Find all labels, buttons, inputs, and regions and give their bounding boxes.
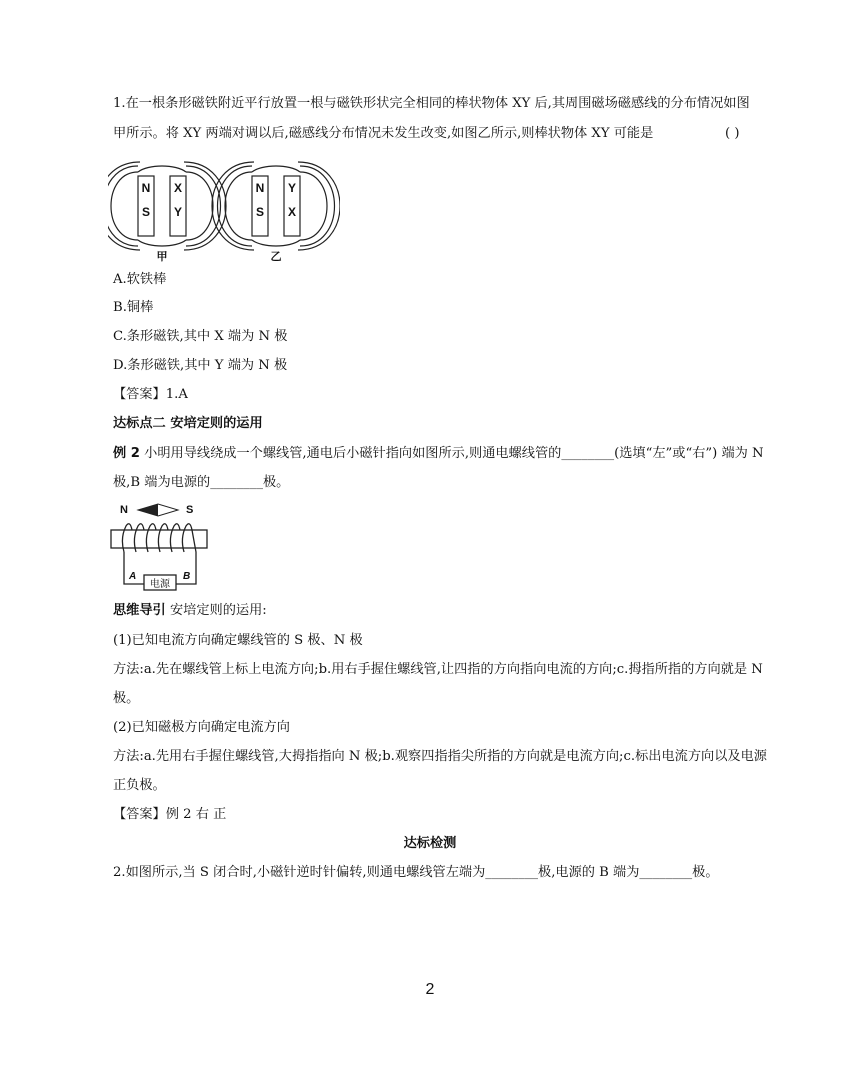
q1-option-d: D.条形磁铁,其中 Y 端为 N 极 [113,358,288,373]
guide-point2-method-line2: 正负极。 [113,778,166,793]
fig1-right-bar-bottom: X [287,205,297,219]
guide-label: 思维导引 [113,603,166,618]
fig1-right-magnet-bottom: S [255,205,265,219]
guide-point2-method-line1: 方法:a.先用右手握住螺线管,大拇指指向 N 极;b.观察四指指尖所指的方向就是电流方向;c.标出电流方向以及电源 [113,749,767,764]
ex2-line1 [113,444,764,464]
ex2-answer: 【答案】例 2 右 正 [113,807,227,822]
q1-magnetic-field-figure [108,160,340,264]
fig2-s-label: S [186,504,194,516]
q2-stem: 2.如图所示,当 S 闭合时,小磁针逆时针偏转,则通电螺线管左端为________极,电源的 B 端为________极。 [113,865,719,880]
ex2-line1-text: 小明用导线绕成一个螺线管,通电后小磁针指向如图所示,则通电螺线管的________(选填“左”或“右”) 端为 N [139,446,764,461]
fig1-left-bar-bottom: Y [173,205,183,219]
q1-answer-bracket: ( ) [725,126,740,141]
fig2-a-label: A [129,571,137,582]
section2-title: 达标点二 安培定则的运用 [113,416,263,431]
fig1-right-magnet-top: N [255,181,265,195]
fig1-right-bar-top: Y [287,181,297,195]
page-number: 2 [425,981,435,998]
fig1-left-magnet-top: N [141,181,151,195]
fig1-left-magnet-bottom: S [141,205,151,219]
q1-stem-line1: 1.在一根条形磁铁附近平行放置一根与磁铁形状完全相同的棒状物体 XY 后,其周围磁场磁感线的分布情况如图 [113,96,750,111]
test-section-title: 达标检测 [403,836,457,851]
guide-intro: 安培定则的运用: [165,603,267,618]
ex2-label: 例 2 [113,446,140,461]
fig1-caption-left: 甲 [156,251,168,263]
guide-heading [113,601,267,621]
ex2-solenoid-figure [108,500,212,592]
q1-stem-line2: 甲所示。将 XY 两端对调以后,磁感线分布情况未发生改变,如图乙所示,则棒状物体 XY 可能是 [113,126,654,141]
q1-option-a: A.软铁棒 [113,272,167,287]
fig2-b-label: B [183,571,191,582]
q1-answer: 【答案】1.A [113,387,188,402]
fig1-left-bar-top: X [173,181,183,195]
fig2-n-label: N [120,504,128,516]
fig2-power-source-label: 电源 [150,579,170,590]
guide-point1: (1)已知电流方向确定螺线管的 S 极、N 极 [113,633,363,648]
guide-point1-method-line2: 极。 [113,691,140,706]
fig1-caption-right: 乙 [270,251,282,263]
guide-point2: (2)已知磁极方向确定电流方向 [113,720,290,735]
guide-point1-method-line1: 方法:a.先在螺线管上标上电流方向;b.用右手握住螺线管,让四指的方向指向电流的方向;c.拇指所指的方向就是 N [113,662,763,677]
q1-option-b: B.铜棒 [113,300,154,315]
q1-option-c: C.条形磁铁,其中 X 端为 N 极 [113,329,288,344]
ex2-line2: 极,B 端为电源的________极。 [113,475,290,490]
